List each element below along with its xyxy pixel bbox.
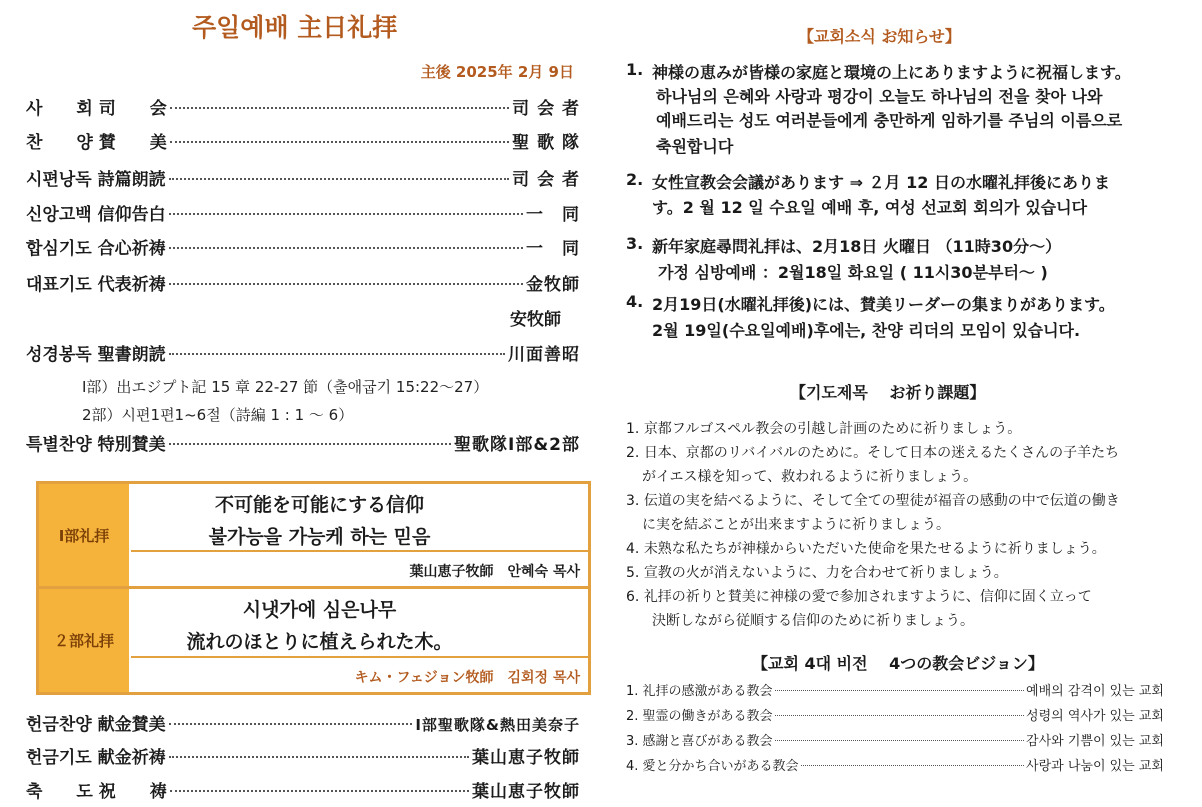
program-value: 葉山恵子牧師	[472, 748, 580, 768]
news-line: 女性宣教会会議があります ⇒ ２月 12 日の水曜礼拝後にありま	[652, 173, 1110, 192]
program-value: 聖 歌 隊	[512, 133, 580, 153]
program-label: 사 회 司 会	[26, 99, 167, 119]
program-label: 특별찬양 特別賛美	[26, 435, 166, 455]
program-row	[26, 430, 580, 456]
service-date: 主後 2025年 2月 9日	[420, 63, 574, 81]
program-value: 聖歌隊Ⅰ部&2部	[454, 435, 580, 455]
dot-leader	[775, 690, 1024, 691]
reading-line: 2部）시편1편1~6절（詩編 1 : 1 〜 6）	[82, 406, 354, 424]
news-heading: 【교회소식 お知らせ】	[798, 27, 961, 46]
prayer-heading: 【기도제목 お祈り課題】	[790, 383, 986, 402]
program-value: 司 会 者	[512, 99, 580, 119]
dot-leader	[775, 740, 1024, 741]
service-cell	[131, 484, 588, 586]
item-number: 5.	[626, 565, 640, 581]
program-label: 찬 양 賛 美	[26, 133, 167, 153]
program-value: 葉山恵子牧師	[472, 782, 580, 802]
prayer-line: 未熟な私たちが神様からいただいた使命を果たせるように祈りましょう。	[643, 541, 1106, 557]
prayer-line: 決断しながら従順する信仰のために祈りましょう。	[652, 613, 974, 629]
vision-ko: 성령의 역사가 있는 교회	[1026, 709, 1164, 724]
vision-ja: 4. 愛と分かち合いがある教会	[626, 759, 799, 774]
news-item	[626, 292, 1115, 314]
vision-heading: 【교회 4대 비전 4つの教会ビジョン】	[752, 654, 1044, 673]
item-number: 2.	[626, 170, 644, 189]
item-number: 6.	[626, 589, 640, 605]
item-number: 3.	[626, 234, 644, 253]
program-row	[26, 234, 580, 260]
sermon-table	[36, 481, 591, 695]
program-row	[26, 94, 580, 120]
program-label: 헌금기도 献金祈祷	[26, 748, 166, 768]
vision-item	[626, 755, 1164, 775]
vision-ja: 1. 礼拝の感激がある教会	[626, 684, 773, 699]
prayer-item	[626, 586, 1092, 606]
program-value: 一 同	[526, 205, 580, 225]
preacher: キム・フェジョン牧師 김회정 목사	[354, 670, 580, 686]
divider	[131, 550, 588, 552]
dot-leader	[169, 756, 469, 758]
prayer-item	[626, 418, 1021, 438]
dot-leader	[170, 790, 469, 792]
program-label: 축 도 祝 祷	[26, 782, 167, 802]
program-row	[26, 710, 580, 736]
prayer-line: 日本、京都のリバイバルのために。そして日本の迷えるたくさんの子羊たち	[643, 445, 1120, 461]
sermon-title: 不可能を可能にする信仰	[214, 494, 424, 516]
prayer-item	[626, 562, 1008, 582]
prayer-item	[626, 490, 1120, 510]
vision-item	[626, 705, 1164, 725]
dot-leader	[169, 443, 451, 445]
news-line: 2월 19일(수요일예배)후에는, 찬양 리더의 모임이 있습니다.	[652, 321, 1081, 340]
sermon-title: 流れのほとりに植えられた木。	[186, 631, 453, 653]
news-line: す。2 월 12 일 수요일 예배 후, 여성 선교회 회의가 있습니다	[652, 198, 1088, 217]
vision-ja: 3. 感謝と喜びがある教会	[626, 734, 773, 749]
prayer-item	[626, 538, 1106, 558]
program-label: 대표기도 代表祈祷	[26, 275, 166, 295]
news-item	[626, 170, 1110, 192]
program-row	[26, 743, 580, 769]
prayer-line: 宣教の火が消えないように、力を合わせて祈りましょう。	[643, 565, 1008, 581]
service-label: ２部礼拝	[39, 589, 129, 692]
page-title: 주일예배 主日礼拝	[192, 13, 398, 42]
program-row	[26, 270, 580, 296]
news-item	[626, 60, 1131, 82]
program-value: Ⅰ部聖歌隊&熱田美奈子	[415, 716, 580, 734]
item-number: 3.	[626, 493, 640, 509]
program-row	[26, 165, 580, 191]
program-row	[26, 340, 580, 366]
vision-ko: 감사와 기쁨이 있는 교회	[1026, 734, 1164, 749]
service-cell	[131, 589, 588, 692]
sermon-title: 불가능을 가능케 하는 믿음	[208, 526, 431, 548]
program-value: 司 会 者	[512, 170, 580, 190]
service-label: Ⅰ部礼拝	[39, 484, 129, 586]
vision-ko: 사랑과 나눔이 있는 교회	[1026, 759, 1164, 774]
dot-leader	[169, 213, 523, 215]
divider	[131, 656, 588, 658]
preacher: 葉山恵子牧師 안혜숙 목사	[409, 564, 580, 580]
program-row	[26, 777, 580, 803]
item-number: 4.	[626, 541, 640, 557]
program-label: 신앙고백 信仰告白	[26, 205, 166, 225]
program-label: 헌금찬양 献金賛美	[26, 715, 166, 735]
dot-leader	[169, 723, 413, 725]
dot-leader	[169, 283, 523, 285]
vision-item	[626, 680, 1164, 700]
reading-line: Ⅰ部）出エジプト記 15 章 22-27 節（출애굽기 15:22〜27）	[82, 378, 489, 396]
program-value: 安牧師	[510, 310, 561, 330]
sermon-title: 시냇가에 심은나무	[242, 599, 397, 621]
dot-leader	[169, 247, 523, 249]
program-label: 합심기도 合心祈祷	[26, 239, 166, 259]
vision-item	[626, 730, 1164, 750]
news-line: 축원합니다	[656, 137, 734, 156]
news-line: 가정 심방예배 ：2월18일 화요일 ( 11시30분부터～ )	[658, 263, 1048, 282]
prayer-line: がイエス様を知って、救われるように祈りましょう。	[642, 469, 978, 485]
program-label: 시편낭독 詩篇朗読	[26, 170, 166, 190]
news-line: 2月19日(水曜礼拝後)には、賛美リーダーの集まりがあります。	[652, 295, 1115, 314]
program-label: 성경봉독 聖書朗読	[26, 345, 166, 365]
item-number: 1.	[626, 60, 644, 79]
program-value: 川面善昭	[508, 345, 580, 365]
vision-ja: 2. 聖霊の働きがある教会	[626, 709, 773, 724]
vision-ko: 예배의 감격이 있는 교회	[1026, 684, 1164, 699]
news-line: 예배드리는 성도 여러분들에게 충만하게 임하기를 주님의 이름으로	[656, 111, 1123, 130]
item-number: 4.	[626, 292, 644, 311]
news-line: 新年家庭尋問礼拝は、2月18日 火曜日 （11時30分～）	[652, 237, 1062, 256]
prayer-line: に実を結ぶことが出来ますように祈りましょう。	[642, 517, 950, 533]
prayer-line: 京都フルゴスペル教会の引越し計画のために祈りましょう。	[643, 421, 1022, 437]
program-row	[26, 128, 580, 154]
prayer-line: 伝道の実を結べるように、そして全ての聖徒が福音の感動の中で伝道の働き	[643, 493, 1120, 509]
program-value: 金牧師	[526, 275, 580, 295]
dot-leader	[170, 107, 509, 109]
news-line: 하나님의 은혜와 사랑과 평강이 오늘도 하나님의 전을 찾아 나와	[656, 87, 1103, 106]
dot-leader	[775, 715, 1024, 716]
prayer-line: 礼拝の祈りと賛美に神様の愛で参加されますように、信仰に固く立って	[643, 589, 1092, 605]
dot-leader	[170, 141, 509, 143]
news-item	[626, 234, 1062, 256]
item-number: 2.	[626, 445, 640, 461]
dot-leader	[801, 765, 1024, 766]
dot-leader	[169, 353, 505, 355]
dot-leader	[169, 178, 510, 180]
news-line: 神様の恵みが皆様の家庭と環境の上にありますように祝福します。	[652, 63, 1131, 82]
item-number: 1.	[626, 421, 640, 437]
program-row	[26, 200, 580, 226]
prayer-item	[626, 442, 1119, 462]
program-value: 一 同	[526, 239, 580, 259]
